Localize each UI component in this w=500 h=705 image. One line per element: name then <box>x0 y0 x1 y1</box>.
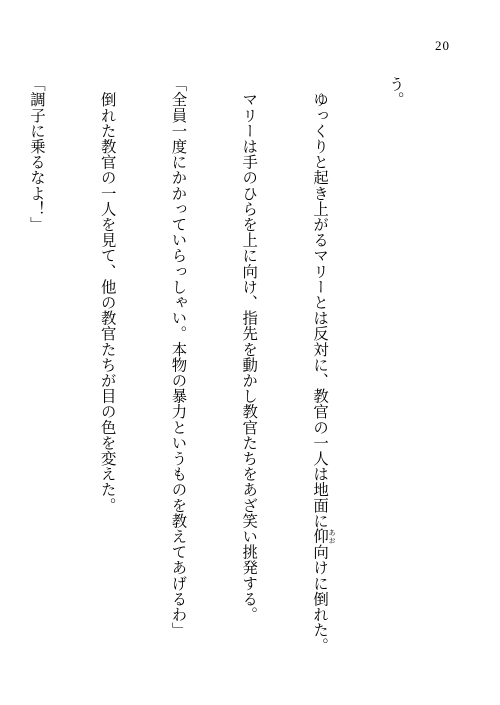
text-line: マリーは手のひらを上に向け、指先を動かし教官たちをあざ笑い挑発する。 <box>240 76 259 622</box>
text-line: 倒れた教官の一人を見て、他の教官たちが目の色を変えた。 <box>98 76 117 513</box>
page-number: 20 <box>435 38 450 53</box>
text-line: 「調子に乗るなよ！」 <box>27 76 46 232</box>
vertical-text-block <box>0 76 454 676</box>
text-line: 「全員一度にかかっていらっしゃい。本物の暴力というものを教えてあげるわ」 <box>169 76 188 638</box>
furigana: 仰 あお <box>311 528 337 545</box>
text-line: う。 <box>386 76 405 108</box>
text-line: ゆっくりと起き上がるマリーとは反対に、教官の一人は地面に仰 あお向けに倒れた。 <box>311 76 337 654</box>
